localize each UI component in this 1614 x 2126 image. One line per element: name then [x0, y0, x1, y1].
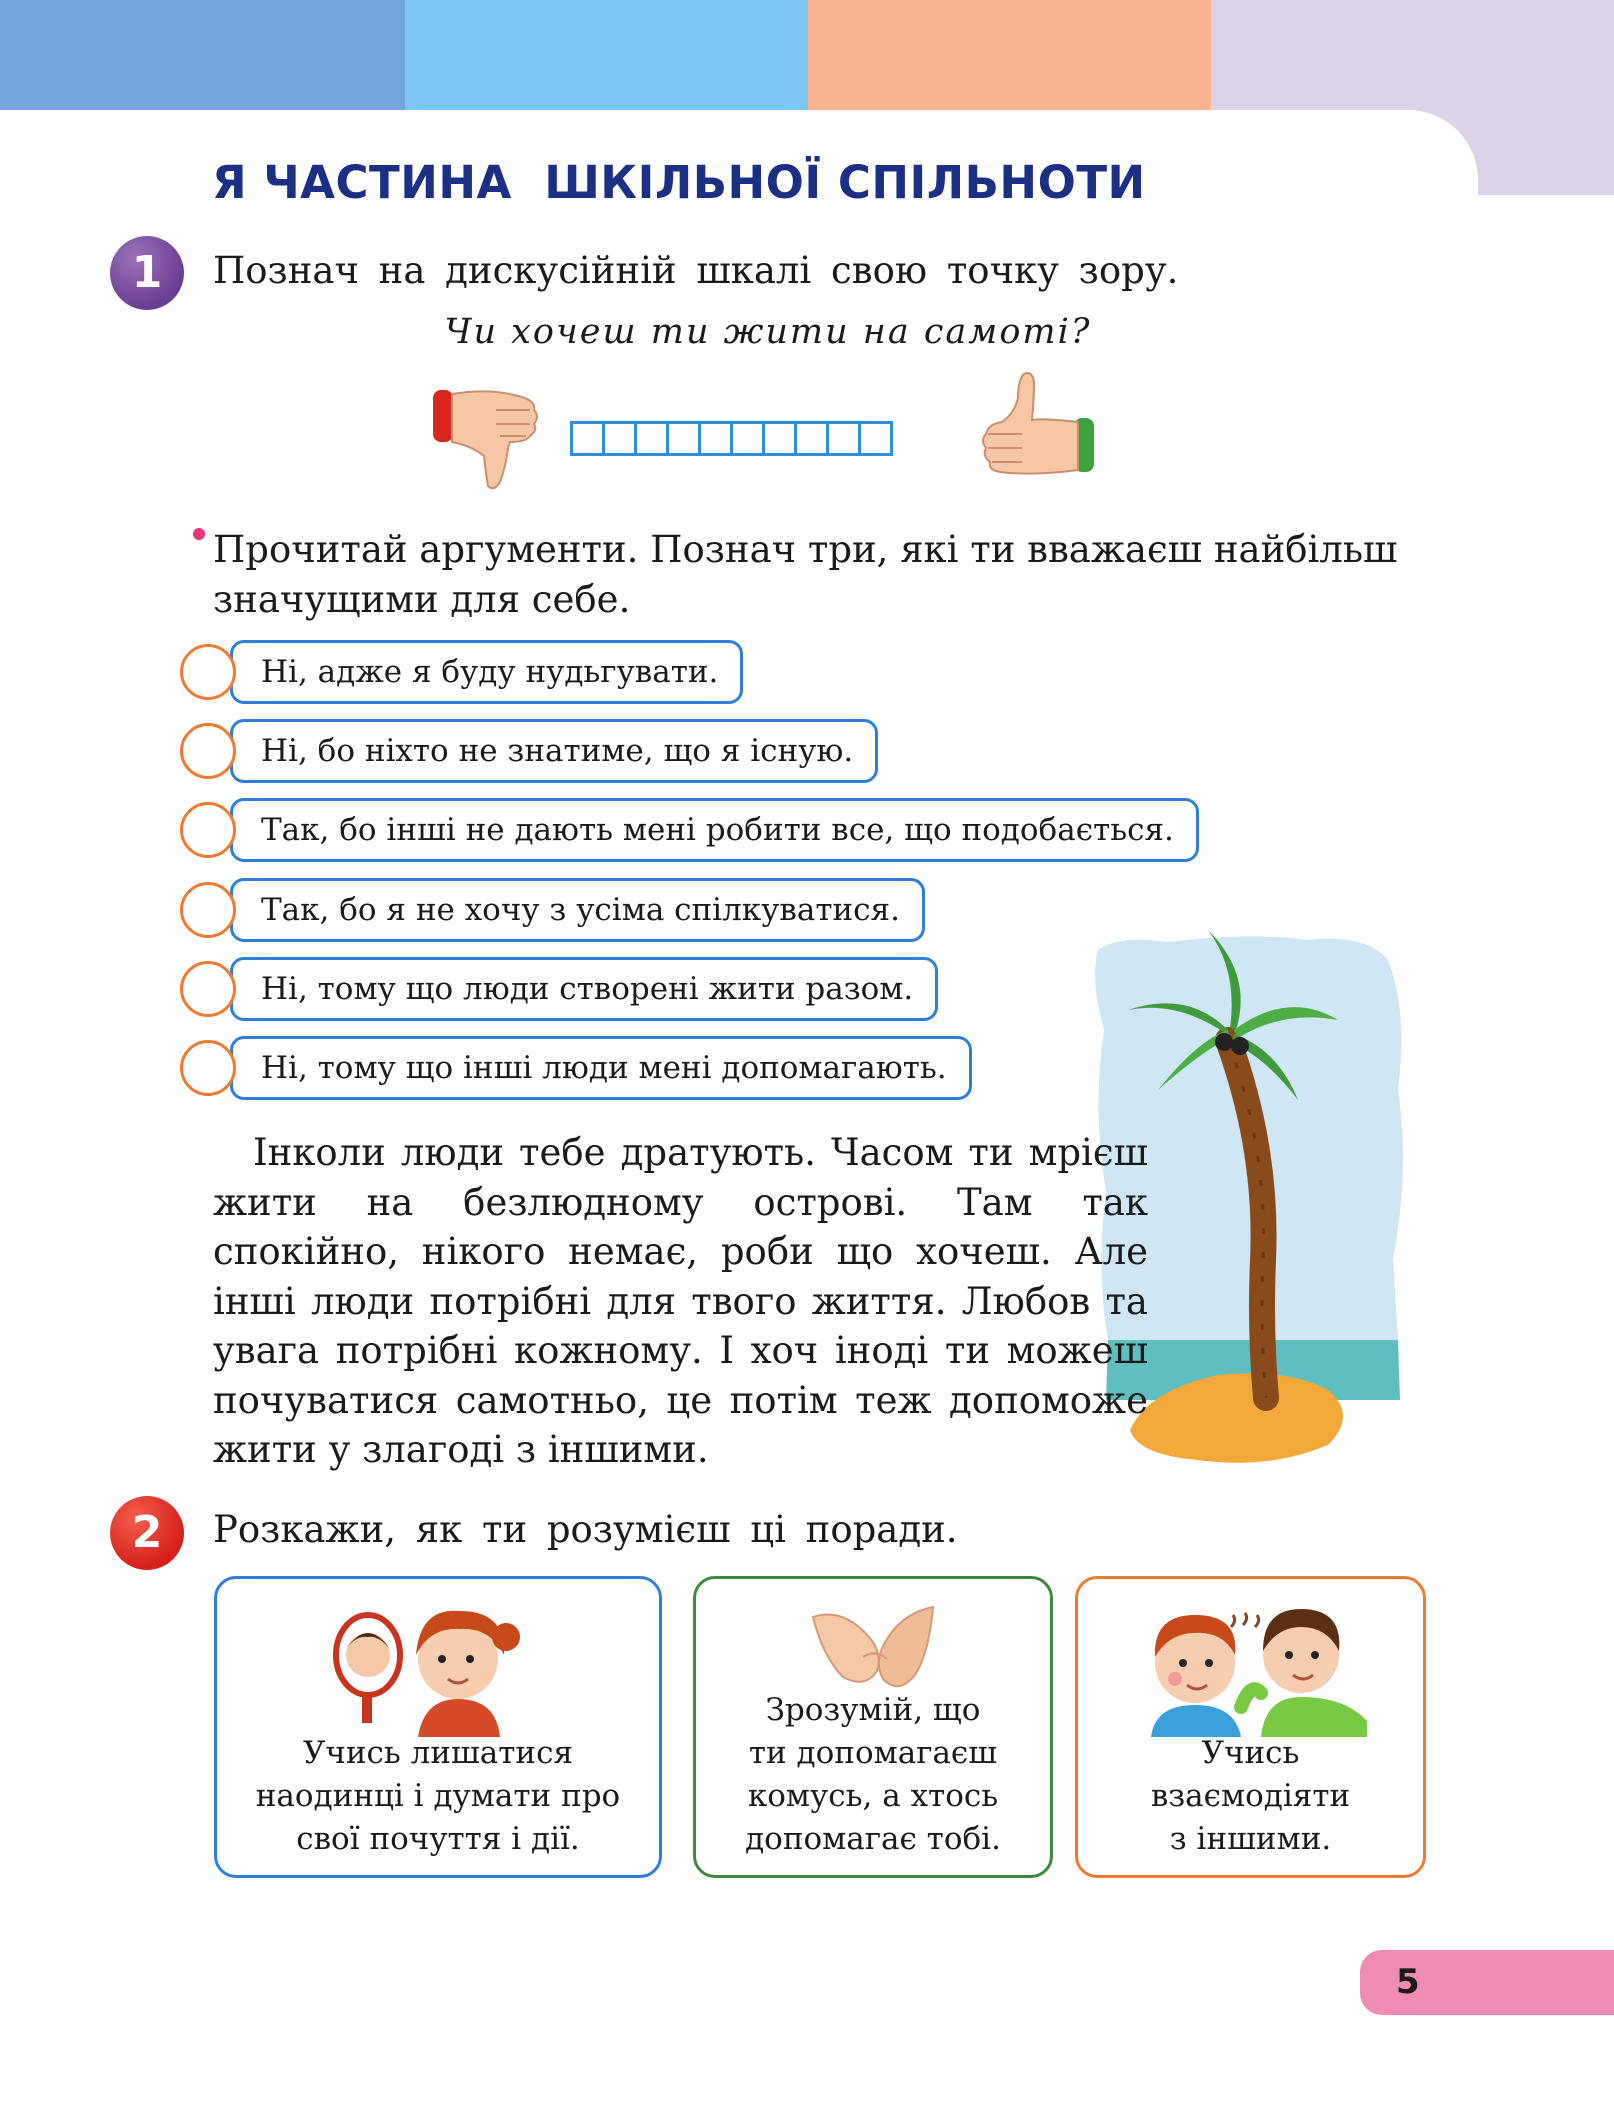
- header-strip-lightblue: [405, 0, 808, 110]
- girl-with-mirror-illustration: [328, 1597, 548, 1737]
- scale-cell[interactable]: [826, 421, 861, 456]
- argument-checkbox[interactable]: [180, 1040, 236, 1096]
- advice-card-solitude: [214, 1576, 662, 1878]
- argument-text: Так, бо інші не дають мені робити все, що подобається.: [230, 798, 1199, 862]
- advice-text: Зрозумій, що ти допомагаєш комусь, а хтось допомагає тобі.: [745, 1692, 1001, 1857]
- argument-checkbox[interactable]: [180, 961, 236, 1017]
- argument-checkbox[interactable]: [180, 802, 236, 858]
- scale-cell[interactable]: [698, 421, 733, 456]
- scale-cell[interactable]: [570, 421, 605, 456]
- discussion-question: Чи хочеш ти жити на самоті?: [444, 312, 1092, 352]
- thumbs-down-icon: [430, 386, 560, 496]
- task-1-text: Познач на дискусійній шкалі свою точку зору.: [213, 249, 1179, 292]
- scale-cell[interactable]: [666, 421, 701, 456]
- task-2-badge: 2: [110, 1496, 184, 1570]
- scale-cell[interactable]: [634, 421, 669, 456]
- argument-checkbox[interactable]: [180, 723, 236, 779]
- discussion-scale[interactable]: [570, 421, 893, 456]
- task-2-text: Розкажи, як ти розумієш ці поради.: [213, 1508, 958, 1551]
- argument-text: Ні, адже я буду нудьгувати.: [230, 640, 743, 704]
- story-text: Інколи люди тебе дратують. Часом ти мрієш жити на безлюдному острові. Там так спокійно, нікого немає, роби що хочеш. Але інші люди потрібні для твого життя. Любов та увага потрібні кожному. І хоч іноді ти можеш почуватися самотньо, це потім теж допоможе жити у злагоді з іншими.: [213, 1131, 1148, 1471]
- advice-text: Учись лишатися наодинці і думати про свої почуття і дії.: [255, 1735, 621, 1857]
- task-1-badge: 1: [110, 236, 184, 310]
- thumbs-up-icon: [974, 368, 1104, 484]
- page-title: Я ЧАСТИНА ШКІЛЬНОЇ СПІЛЬНОТИ: [212, 156, 1146, 209]
- advice-text: Учись взаємодіяти з іншими.: [1150, 1735, 1351, 1857]
- advice-card-interact: [1075, 1576, 1426, 1878]
- page-number-tab: [1360, 1950, 1614, 2015]
- scale-cell[interactable]: [602, 421, 637, 456]
- scale-cell[interactable]: [762, 421, 797, 456]
- argument-text: Так, бо я не хочу з усіма спілкуватися.: [230, 878, 925, 942]
- page-number: 5: [1396, 1962, 1420, 2002]
- argument-text: Ні, тому що люди створені жити разом.: [230, 957, 938, 1021]
- scale-cell[interactable]: [858, 421, 893, 456]
- argument-checkbox[interactable]: [180, 644, 236, 700]
- header-strip-peach: [808, 0, 1211, 110]
- argument-text: Ні, тому що інші люди мені допомагають.: [230, 1036, 972, 1100]
- instruction-text: Прочитай аргументи. Познач три, які ти вважаєш найбільш значущими для себе.: [213, 528, 1398, 621]
- argument-text: Ні, бо ніхто не знатиме, що я існую.: [230, 719, 878, 783]
- scale-cell[interactable]: [730, 421, 765, 456]
- header-strip-blue: [0, 0, 405, 110]
- bullet-icon: [193, 528, 205, 540]
- two-boys-waving-illustration: [1131, 1597, 1371, 1737]
- argument-checkbox[interactable]: [180, 882, 236, 938]
- advice-card-help: [693, 1576, 1053, 1878]
- scale-cell[interactable]: [794, 421, 829, 456]
